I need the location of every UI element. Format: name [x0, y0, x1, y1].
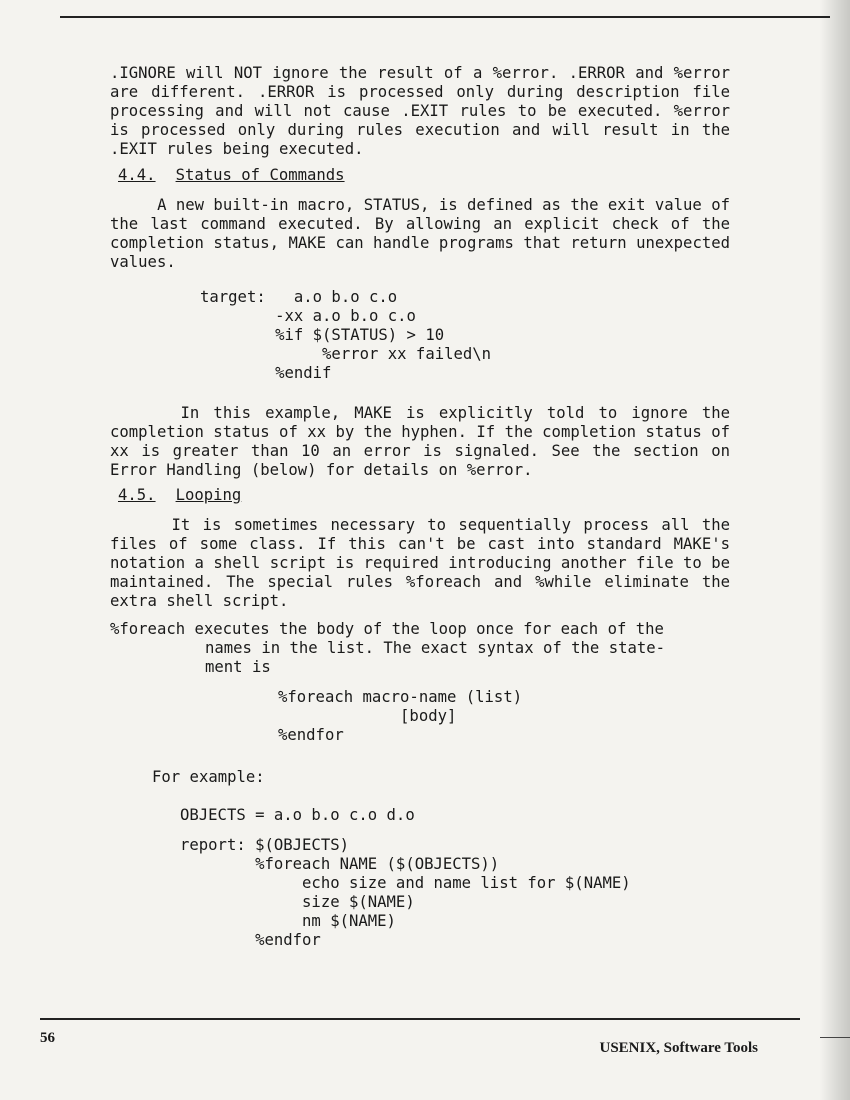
footer-rule: [40, 1018, 800, 1020]
section-number: 4.4.: [118, 166, 156, 184]
page-number: 56: [40, 1030, 55, 1046]
paragraph-foreach-syntax: names in the list. The exact syntax of the state- ment is: [205, 639, 666, 676]
section-heading-4-4: [118, 166, 345, 185]
publication-name: USENIX, Software Tools: [599, 1040, 758, 1056]
paragraph-looping: It is sometimes necessary to sequentially process all the files of some class. If this can't be cast into standard MAKE's notation a shell script is required introducing another file to be maintained. The special rules %foreach and %while eliminate the extra shell script.: [110, 516, 740, 610]
header-rule: [60, 16, 830, 18]
section-title: Status of Commands: [175, 166, 345, 184]
code-objects-macro: OBJECTS = a.o b.o c.o d.o: [180, 806, 415, 824]
page-edge-shadow: [820, 0, 850, 1100]
section-number: 4.5.: [118, 486, 156, 504]
code-status-example: target: a.o b.o c.o -xx a.o b.o c.o %if $(STATUS) > 10 %error xx failed\n %endif: [200, 288, 492, 382]
section-title: Looping: [175, 486, 242, 504]
footer-rule-adjacent: [820, 1037, 850, 1038]
paragraph-status: A new built-in macro, STATUS, is defined as the exit value of the last command executed. By allowing an explicit check of the completion status, MAKE can handle programs that return unexpected values.: [110, 196, 740, 271]
paragraph-foreach-intro: %foreach executes the body of the loop once for each of the: [110, 620, 664, 638]
for-example-label: For example:: [152, 768, 265, 786]
paragraph-ignore: .IGNORE will NOT ignore the result of a %error. .ERROR and %error are different. .ERROR is processed only during description file processing and will not cause .EXIT rules to be executed. %error is processed only during rules execution and will result in the .EXIT rules being executed.: [110, 64, 740, 158]
paragraph-example-explanation: In this example, MAKE is explicitly told to ignore the completion status of xx by the hyphen. If the completion status of xx is greater than 10 an error is signaled. See the section on Error Handling (below) for details on %error.: [110, 404, 740, 479]
code-report-example: report: $(OBJECTS) %foreach NAME ($(OBJECTS)) echo size and name list for $(NAME) size $(NAME) nm $(NAME) %endfor: [180, 836, 631, 949]
section-heading-4-5: [118, 486, 241, 505]
code-foreach-syntax: %foreach macro-name (list) [body] %endfor: [278, 688, 523, 744]
